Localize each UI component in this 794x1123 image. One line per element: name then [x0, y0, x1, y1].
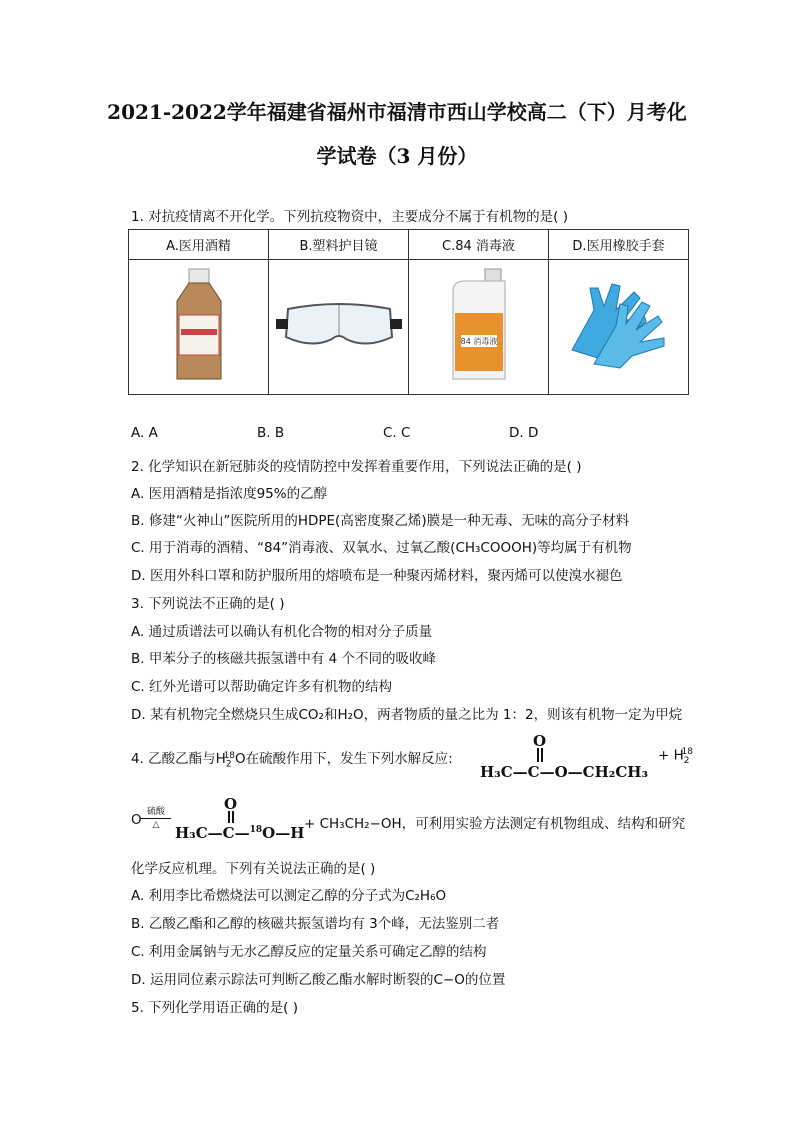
eq2-double-bond [228, 811, 231, 823]
q3-option-c: C. 红外光谱可以帮助确定许多有机物的结构 [131, 679, 393, 695]
q4-stem-start: 4. 乙酸乙酯与H [131, 751, 226, 767]
q1-image-a [129, 260, 269, 395]
q5-stem: 5. 下列化学用语正确的是( ) [131, 1000, 298, 1016]
q2-option-b: B. 修建“火神山”医院所用的HDPE(高密度聚乙烯)膜是一种无毒、无味的高分子材料 [131, 513, 630, 529]
q4-option-a: A. 利用李比希燃烧法可以测定乙醇的分子式为C₂H₆O [131, 888, 447, 904]
q4-option-d: D. 运用同位素示踪法可判断乙酸乙酯水解时断裂的C−O的位置 [131, 972, 506, 988]
q4-stem [131, 747, 453, 770]
q3-option-d: D. 某有机物完全燃烧只生成CO₂和H₂O，两者物质的量之比为 1：2，则该有机物一定为甲烷 [131, 707, 683, 723]
eq2-acid-formula: H₃C—C—$^{18}$O—H [175, 824, 305, 842]
q2-stem: 2. 化学知识在新冠肺炎的疫情防控中发挥着重要作用，下列说法正确的是( ) [131, 459, 582, 475]
q1-image-c [409, 260, 549, 395]
q4-line2-rest: + CH₃CH₂−OH，可利用实验方法测定有机物组成、结构和研究 [304, 816, 686, 832]
q4-stem-mid: O在硫酸作用下，发生下列水解反应: [235, 751, 453, 767]
q1-choice-b: B. B [257, 425, 285, 441]
reaction-arrow [141, 804, 171, 830]
page-title: 2021-2022学年福建省福州市福清市西山学校高二（下）月考化 [107, 100, 687, 124]
q4-option-c: C. 利用金属钠与无水乙醇反应的定量关系可确定乙醇的结构 [131, 944, 487, 960]
eq1-double-bond-2 [541, 748, 544, 762]
goggles-icon [276, 295, 402, 355]
q1-choices [131, 425, 635, 441]
disinfectant-bottle-icon [439, 265, 519, 385]
iso-sub: 2 [225, 759, 232, 770]
q2-option-d: D. 医用外科口罩和防护服所用的熔喷布是一种聚丙烯材料，聚丙烯可以使溴水褪色 [131, 568, 623, 584]
q1-image-d [549, 260, 689, 395]
q1-header-c: C.84 消毒液 [409, 230, 549, 260]
eq1-ester-formula: H₃C—C—O—CH₂CH₃ [480, 763, 649, 781]
q1-stem: 1. 对抗疫情离不开化学。下列抗疫物资中，主要成分不属于有机物的是( ) [131, 209, 568, 225]
q1-image-b [269, 260, 409, 395]
arrow-line [141, 818, 171, 819]
eq2-double-bond-2 [232, 811, 235, 823]
q1-options-table [128, 229, 689, 395]
q3-option-a: A. 通过质谱法可以确认有机化合物的相对分子质量 [131, 624, 433, 640]
page-subtitle: 学试卷（3 月份） [316, 144, 478, 168]
q3-stem: 3. 下列说法不正确的是( ) [131, 596, 285, 612]
arrow-heat: △ [152, 820, 160, 830]
q1-header-d: D.医用橡胶手套 [549, 230, 689, 260]
eq1-carbonyl-o: O [533, 732, 547, 750]
eq2-carbonyl-o: O [224, 795, 238, 813]
arrow-catalyst: 硫酸 [146, 807, 165, 817]
q4-plus-water: + $H_2^{18}$ [658, 747, 693, 767]
q4-line2-o: O [131, 812, 142, 828]
q1-choice-d: D. D [509, 425, 539, 441]
alcohol-bottle-icon [159, 265, 239, 385]
q4-option-b: B. 乙酸乙酯和乙醇的核磁共振氢谱均有 3个峰，无法鉴别二者 [131, 916, 500, 932]
eq1-double-bond [537, 748, 540, 762]
gloves-icon [564, 280, 674, 370]
iso-sup: 18 [223, 750, 236, 761]
q4-line3: 化学反应机理。下列有关说法正确的是( ) [131, 861, 376, 877]
q1-choice-c: C. C [383, 425, 411, 441]
q1-header-a: A.医用酒精 [129, 230, 269, 260]
q2-option-c: C. 用于消毒的酒精、“84”消毒液、双氧水、过氧乙酸(CH₃COOOH)等均属于有机物 [131, 540, 632, 556]
q2-option-a: A. 医用酒精是指浓度95%的乙醇 [131, 486, 328, 502]
q1-header-b: B.塑料护目镜 [269, 230, 409, 260]
bottle-label: 84 消毒液 [460, 337, 497, 346]
q1-choice-a: A. A [131, 425, 158, 441]
q3-option-b: B. 甲苯分子的核磁共振氢谱中有 4 个不同的吸收峰 [131, 651, 437, 667]
